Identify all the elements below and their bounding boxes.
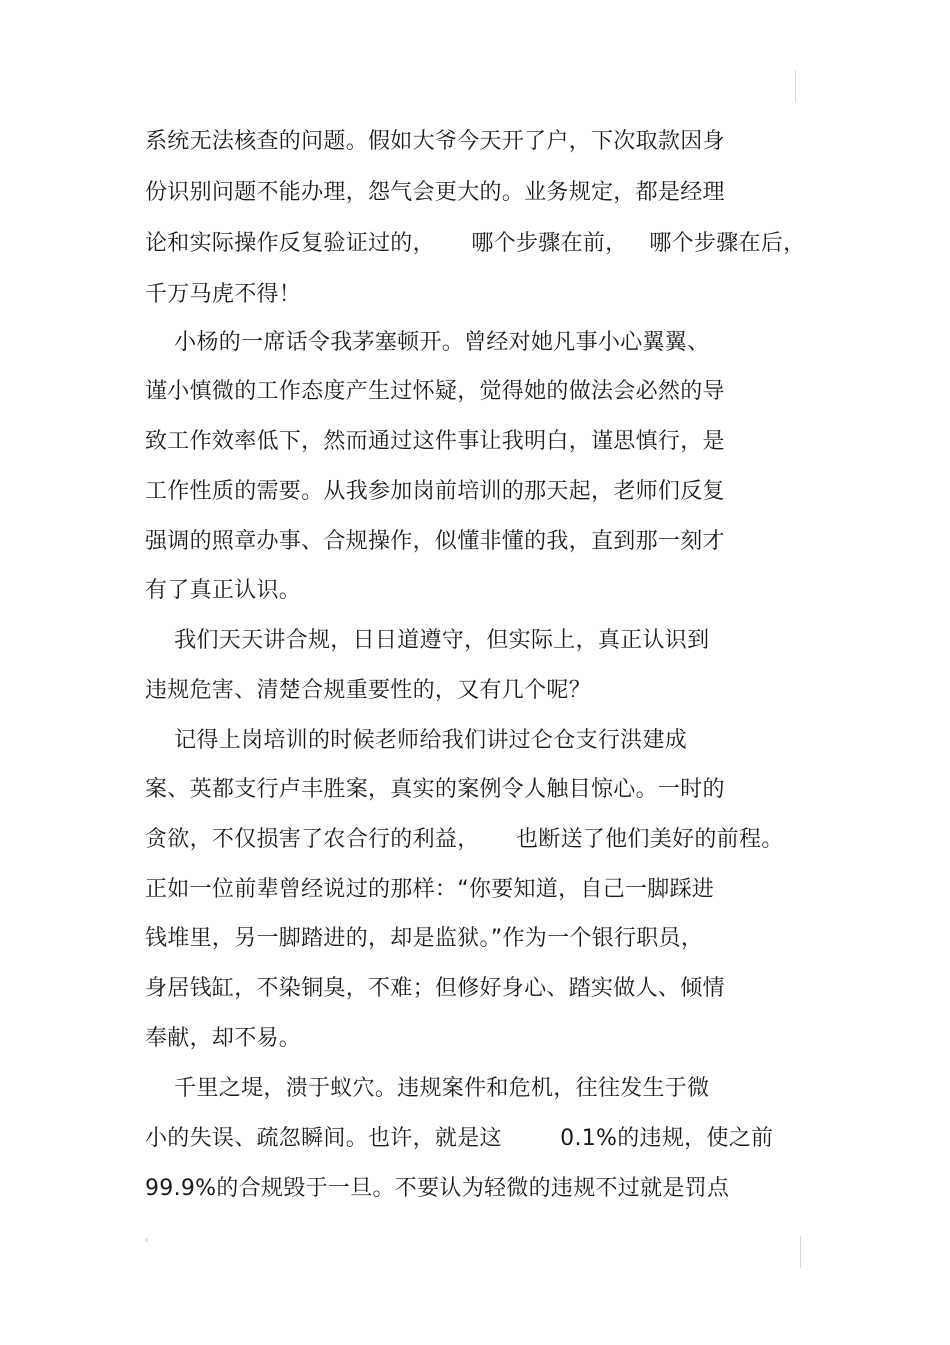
- text-line: 99.9%的合规毁于一旦。不要认为轻微的违规不过就是罚点: [145, 1176, 730, 1201]
- text-line: 贪欲，不仅损害了农合行的利益， 也断送了他们美好的前程。: [145, 827, 784, 852]
- text-line: 正如一位前辈曾经说过的那样：“你要知道，自己一脚踩进: [145, 877, 715, 902]
- text-line: 身居钱缸，不染铜臭，不难；但修好身心、踏实做人、倾情: [145, 976, 725, 1001]
- text-line: 强调的照章办事、合规操作，似懂非懂的我，直到那一刻才: [145, 529, 725, 554]
- text-line: 违规危害、清楚合规重要性的，又有几个呢？: [145, 678, 592, 703]
- text-line: 奉献，却不易。: [145, 1026, 302, 1051]
- text-line: 工作性质的需要。从我参加岗前培训的那天起，老师们反复: [145, 479, 725, 504]
- text-line: 致工作效率低下，然而通过这件事让我明白，谨思慎行，是: [145, 429, 725, 454]
- text-line: 小杨的一席话令我茅塞顿开。曾经对她凡事小心翼翼、: [145, 330, 710, 355]
- text-line: 案、英都支行卢丰胜案，真实的案例令人触目惊心。一时的: [145, 777, 725, 802]
- text-line: 钱堆里，另一脚踏进的，却是监狱。”作为一个银行职员，: [145, 926, 704, 951]
- page-edge-mark: [800, 1236, 801, 1268]
- text-line: 论和实际操作反复验证过的， 哪个步骤在前， 哪个步骤在后，: [145, 231, 806, 256]
- text-line: 小的失误、疏忽瞬间。也许，就是这 0.1%的违规，使之前: [145, 1126, 774, 1151]
- text-line: 有了真正认识。: [145, 578, 302, 603]
- text-line: 谨小慎微的工作态度产生过怀疑，觉得她的做法会必然的导: [145, 379, 725, 404]
- text-line: 记得上岗培训的时候老师给我们讲过仑仓支行洪建成: [145, 728, 688, 753]
- page-edge-mark: [795, 70, 796, 102]
- text-line: 千里之堤，溃于蚁穴。违规案件和危机，往往发生于微: [145, 1076, 710, 1101]
- text-line: 份识别问题不能办理，怨气会更大的。业务规定，都是经理: [145, 180, 725, 205]
- text-line: 千万马虎不得！: [145, 282, 302, 307]
- text-line: 我们天天讲合规，日日道遵守，但实际上，真正认识到: [145, 628, 710, 653]
- text-line: 系统无法核查的问题。假如大爷今天开了户，下次取款因身: [145, 129, 725, 154]
- page-corner-mark: [145, 1238, 148, 1242]
